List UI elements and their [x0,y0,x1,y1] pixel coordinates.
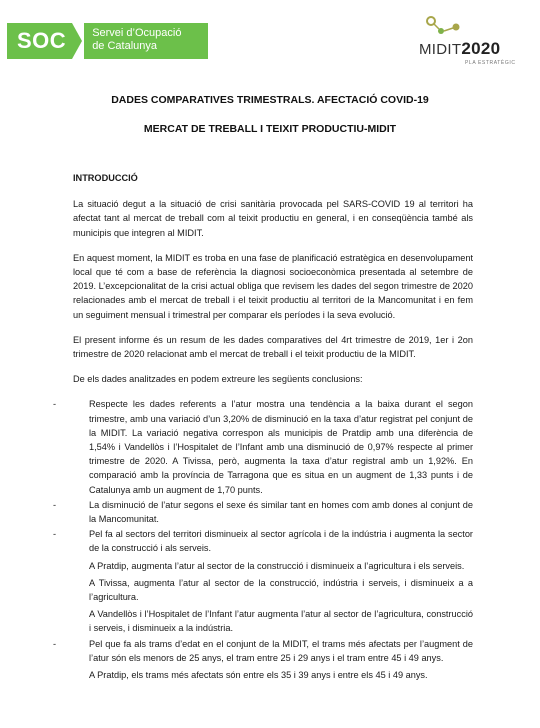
soc-logo-mark: SOC [7,23,72,59]
list-bullet: - [53,399,57,410]
conclusions-list [53,397,473,682]
soc-logo-line1: Servei d’Ocupació [92,27,182,39]
list-subparagraph: A Pratdip, augmenta l’atur al sector de la construcció i disminueix a l’agricultura i els serveis. [89,560,465,571]
soc-logo-line2: de Catalunya [92,40,158,52]
soc-logo-arrow [72,23,82,59]
document-title: DADES COMPARATIVES TRIMESTRALS. AFECTACIÓ COVID-19 [111,94,429,106]
list-item-text: Pel que fa als trams d’edat en el conjunt de la MIDIT, el trams més afectats per l’augment de l’atur són els menors de 25 anys, el tram entre 25 i 29 anys i el tram entre 45 i 49 anys. [89,638,473,663]
midit-logo-subtitle: PLA ESTRATÈGIC [465,60,516,66]
midit-logo-name: MIDIT [419,41,462,58]
document-body [53,171,473,683]
soc-logo [7,23,208,59]
midit-logo [419,16,519,68]
paragraph: En aquest moment, la MIDIT es troba en una fase de planificació estratègica en desenvolupament local que té com a base de referència la diagnosi socioeconòmica presentada al setembre de 2019. L’excepcionalitat de la crisi actual obliga que revisem les dades del segon trimestre de 2020 relacionades amb el mercat de treball i el teixit productiu al territori de la Mancomunitat i en fem un seguiment mensual i trimestral per comparar els períodes i la seva evolució. [73,252,473,320]
list-subparagraph: A Pratdip, els trams més afectats són entre els 35 i 39 anys i entre els 45 i 49 anys. [89,670,428,681]
list-bullet: - [53,638,57,649]
midit-logo-year: 2020 [461,39,501,58]
midit-logo-word [419,39,500,59]
paragraph: La situació degut a la situació de crisi sanitària provocada pel SARS-COVID 19 al territori ha afectat tant al mercat de treball com al teixit productiu en general, i en conseqüència també als municipis que integren al MIDIT. [73,199,473,238]
section-heading: INTRODUCCIÓ [73,173,138,183]
list-bullet: - [53,499,57,510]
list-subparagraph: A Vandellòs i l’Hospitalet de l’Infant l’atur augmenta l’atur al sector de l’agricultura, construcció i serveis, i disminueix a la indústria. [89,609,473,634]
list-item [53,527,473,635]
midit-molecule-icon [425,16,465,38]
soc-logo-text [84,23,208,59]
list-item [53,397,473,496]
list-bullet: - [53,529,57,540]
paragraph: El present informe és un resum de les dades comparatives del 4rt trimestre de 2019, 1er i 2on trimestre de 2020 relacionat amb el mercat de treball i el teixit productiu de la MIDIT. [73,334,473,360]
paragraph: De els dades analitzades en podem extreure les següents conclusions: [73,374,363,385]
list-subparagraph: A Tivissa, augmenta l’atur al sector de la construcció, indústria i serveis, i disminueix a a l’agricultura. [89,577,473,603]
list-item-text: Respecte les dades referents a l’atur mostra una tendència a la baixa durant el segon trimestre, amb una variació d’un 3,20% de disminució en la taxa d’atur registrat pel conjunt de la MIDIT. La variació negativa correspon als municipis de Pratdip amb una diferència de 1,54% i Vandellòs i l’Hospitalet de l’Infant amb una disminució de 0,97% respecte al primer trimestre de 2020. A Tivissa, però, augmenta la taxa d’atur registral amb un 1,92%. En comparació amb la província de Tarragona que es situa en un augment de 1,33 punts i de Catalunya amb un augment de 1,70 punts. [89,399,473,495]
list-item [53,637,473,683]
list-item [53,498,473,526]
list-item-text: Pel fa al sectors del territori disminueix al sector agrícola i de la indústria i augmenta la sector de la construcció i als serveis. [89,529,473,554]
document-subtitle: MERCAT DE TREBALL I TEIXIT PRODUCTIU-MIDIT [143,123,397,135]
list-item-text: La disminució de l’atur segons el sexe és similar tant en homes com amb dones al conjunt de la Mancomunitat. [89,499,473,525]
